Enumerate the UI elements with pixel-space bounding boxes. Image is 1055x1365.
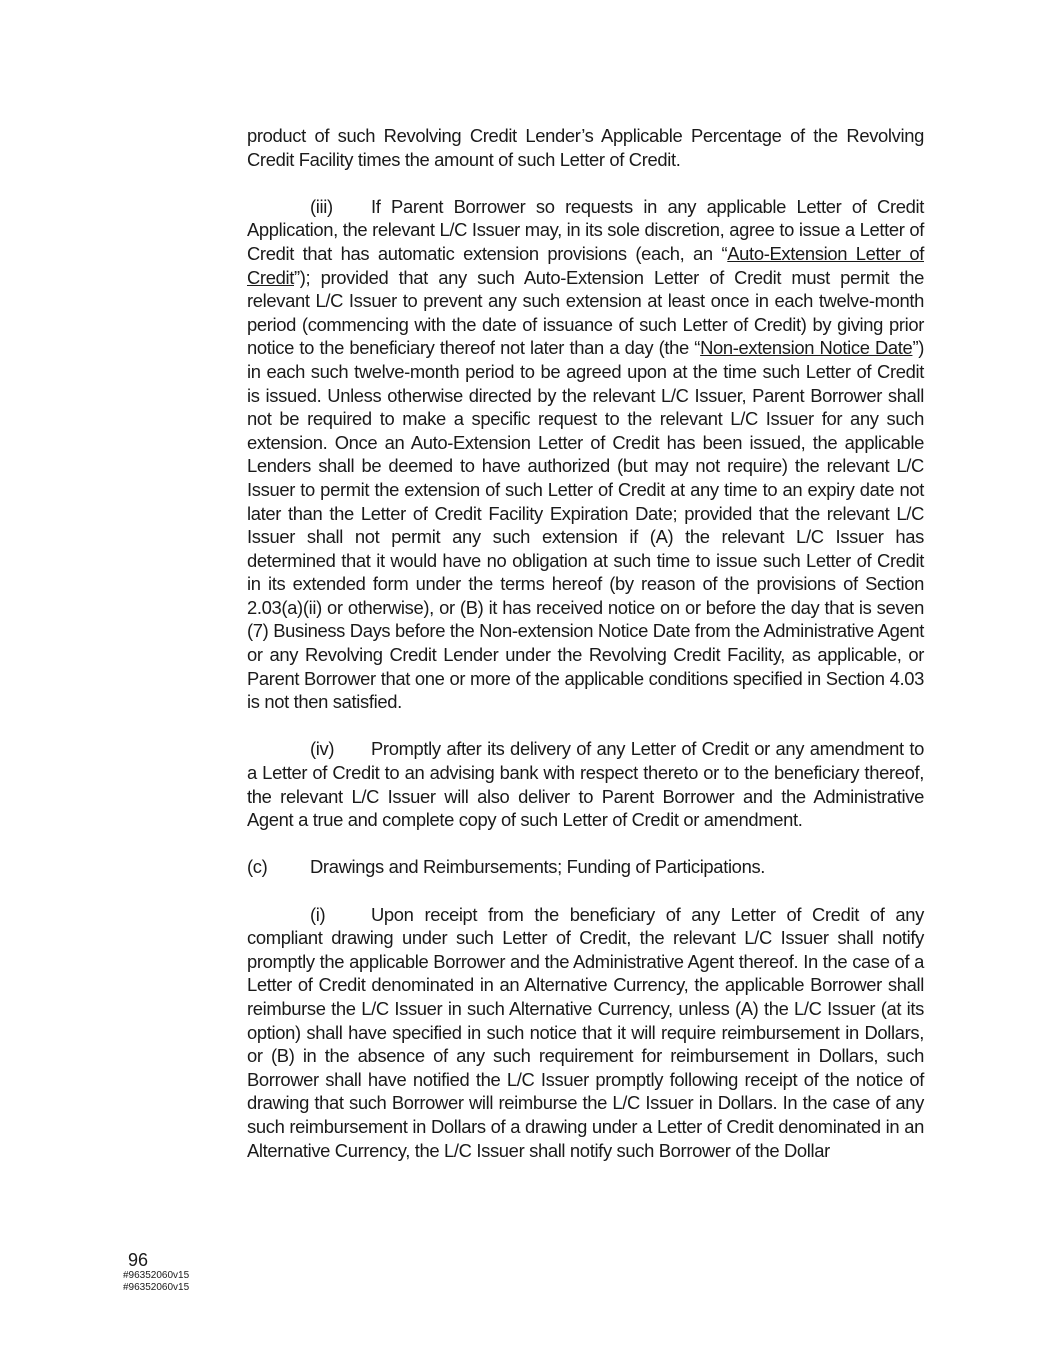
paragraph-continuation: product of such Revolving Credit Lender’s Applicable Percentage of the Revolving Credit Facility times the amount of such Letter of Credit. (247, 125, 924, 170)
clause-number-iii: (iii) (310, 195, 333, 217)
section-heading-c (247, 855, 924, 879)
paragraph-iii-text-3: ”) in each such twelve-month period to be agreed upon at the time such Letter of Credit is issued. Unless otherwise directed by the relevant L/C Issuer, Parent Borrower shall not be required to make a specific request to the relevant L/C Issuer for any such extension. Once an Auto-Extension Letter of Credit has been issued, the applicable Lenders shall be deemed to have authorized (but may not require) the relevant L/C Issuer to permit the extension of such Letter of Credit at any time to an expiry date not later than the Letter of Credit Facility Expiration Date; provided that the relevant L/C Issuer shall not permit any such extension if (A) the relevant L/C Issuer has determined that it would have no obligation at such time to issue such Letter of Credit in its extended form under the terms hereof (by reason of the provisions of Section 2.03(a)(ii) or otherwise), or (B) it has received notice on or before the day that is seven (7) Business Days before the Non-extension Notice Date from the Administrative Agent or any Revolving Credit Lender under the Revolving Credit Facility, as applicable, or Parent Borrower that one or more of the applicable conditions specified in Section 4.03 is not then satisfied. (247, 337, 925, 713)
defined-term-non-extension-notice-date: Non-extension Notice Date (700, 337, 913, 359)
paragraph-iv-text: Promptly after its delivery of any Letter of Credit or any amendment to a Letter of Credit to an advising bank with respect thereto or to the beneficiary thereof, the relevant L/C Issuer will also deliver to Parent Borrower and the Administrative Agent a true and complete copy of such Letter of Credit or amendment. (247, 738, 924, 831)
document-body (247, 124, 924, 1186)
clause-number-iv: (iv) (310, 738, 335, 760)
paragraph-i-text: Upon receipt from the beneficiary of any Letter of Credit of any compliant drawing under such Letter of Credit, the relevant L/C Issuer shall notify promptly the applicable Borrower and the Administrative Agent thereof. In the case of a Letter of Credit denominated in an Alternative Currency, the applicable Borrower shall reimburse the L/C Issuer in such Alternative Currency, unless (A) the L/C Issuer (at its option) shall have specified in such notice that it will require reimbursement in Dollars, or (B) in the absence of any such requirement for reimbursement in Dollars, such Borrower shall have notified the L/C Issuer promptly following receipt of the notice of drawing that such Borrower will reimburse the L/C Issuer in Dollars. In the case of any such reimbursement in Dollars of a drawing under a Letter of Credit denominated in an Alternative Currency, the L/C Issuer shall notify such Borrower of the Dollar (247, 903, 924, 1161)
paragraph-iii (247, 195, 924, 714)
defined-term-auto-extension: Auto-Extension Letter of Credit (247, 242, 925, 288)
document-id: #96352060v15 (123, 1282, 190, 1293)
paragraph-iii-text-1: If Parent Borrower so requests in any applicable Letter of Credit Application, the relevant L/C Issuer may, in its sole discretion, agree to issue a Letter of Credit that has automatic extension provisions (each, an “ (247, 195, 924, 264)
paragraph-i (247, 903, 924, 1163)
page-footer (123, 1250, 189, 1294)
section-heading-c-text: Drawings and Reimbursements; Funding of Participations. (310, 856, 766, 878)
page-number: 96 (128, 1250, 149, 1270)
clause-number-i: (i) (310, 903, 326, 925)
clause-number-c: (c) (247, 856, 268, 878)
document-id: #96352060v15 (123, 1270, 190, 1281)
paragraph-iv (247, 737, 924, 831)
paragraph-iii-text-2: ”); provided that any such Auto-Extension Letter of Credit must permit the relevant L/C Issuer to prevent any such extension at least once in each twelve-month period (commencing with the date of issuance of such Letter of Credit) by giving prior notice to the beneficiary thereof not later than a day (the “ (247, 266, 924, 359)
